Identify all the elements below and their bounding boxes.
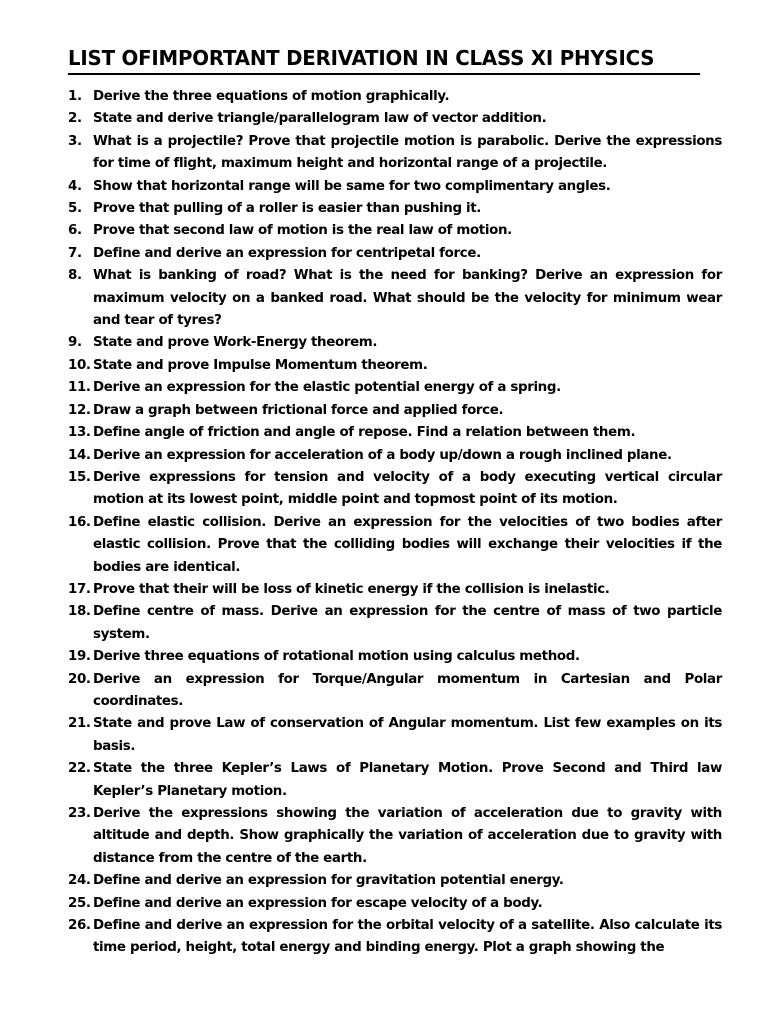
list-item-text: Derive an expression for Torque/Angular momentum in Cartesian and Polar coordinates. <box>93 671 722 709</box>
list-item-number: 21. <box>68 716 91 732</box>
page-title: LIST OFIMPORTANT DERIVATION IN CLASS XI PHYSICS <box>68 46 655 70</box>
list-item <box>68 243 722 265</box>
list-item-text: Derive an expression for acceleration of a body up/down a rough inclined plane. <box>93 447 672 463</box>
list-item-number: 6. <box>68 223 82 239</box>
list-item-number: 18. <box>68 604 91 620</box>
list-item <box>68 198 722 220</box>
list-item <box>68 601 722 646</box>
list-item-number: 8. <box>68 268 82 284</box>
list-item <box>68 332 722 354</box>
list-item <box>68 870 722 892</box>
list-item-text: Prove that second law of motion is the real law of motion. <box>93 223 512 239</box>
list-item-number: 16. <box>68 514 91 530</box>
list-item <box>68 803 722 870</box>
list-item-number: 25. <box>68 895 91 911</box>
list-item-text: Define and derive an expression for escape velocity of a body. <box>93 895 543 911</box>
list-item-text: Define and derive an expression for gravitation potential energy. <box>93 873 564 889</box>
list-item-text: Define and derive an expression for the orbital velocity of a satellite. Also calculate its time period, height, total energy and binding energy. Plot a graph showing the <box>93 918 722 956</box>
list-item-text: Define centre of mass. Derive an expression for the centre of mass of two particle system. <box>93 604 722 642</box>
list-item <box>68 467 722 512</box>
list-item <box>68 646 722 668</box>
list-item <box>68 176 722 198</box>
list-item-number: 5. <box>68 201 82 217</box>
list-item <box>68 422 722 444</box>
list-item-text: State and derive triangle/parallelogram law of vector addition. <box>93 111 547 127</box>
list-item <box>68 220 722 242</box>
list-item-text: Derive the three equations of motion graphically. <box>93 89 450 104</box>
list-item <box>68 445 722 467</box>
list-item-text: Draw a graph between frictional force and applied force. <box>93 402 504 418</box>
list-item-text: State and prove Law of conservation of Angular momentum. List few examples on its basis. <box>93 716 722 754</box>
list-item-number: 26. <box>68 918 91 934</box>
list-item <box>68 512 722 579</box>
list-item <box>68 915 722 960</box>
list-item-number: 17. <box>68 581 91 597</box>
list-item-number: 12. <box>68 402 91 418</box>
derivation-list <box>68 86 722 960</box>
list-item-number: 3. <box>68 133 82 149</box>
list-item-number: 15. <box>68 469 91 485</box>
list-item <box>68 86 722 108</box>
list-item-number: 24. <box>68 873 91 889</box>
list-item-text: Show that horizontal range will be same for two complimentary angles. <box>93 178 611 194</box>
list-item-number: 2. <box>68 111 82 127</box>
title-underline <box>68 73 700 75</box>
list-item <box>68 669 722 714</box>
list-item-text: Prove that pulling of a roller is easier than pushing it. <box>93 201 482 217</box>
list-item-number: 10. <box>68 357 91 373</box>
list-item-text: Prove that their will be loss of kinetic energy if the collision is inelastic. <box>93 581 610 597</box>
list-item-number: 19. <box>68 649 91 665</box>
list-item <box>68 713 722 758</box>
list-item <box>68 108 722 130</box>
list-item-number: 20. <box>68 671 91 687</box>
list-item-text: Define angle of friction and angle of repose. Find a relation between them. <box>93 425 636 441</box>
list-item-number: 13. <box>68 425 91 441</box>
list-item-number: 9. <box>68 335 82 351</box>
list-item <box>68 758 722 803</box>
list-item-number: 11. <box>68 380 91 396</box>
list-item-number: 22. <box>68 761 91 777</box>
list-item-text: Derive three equations of rotational motion using calculus method. <box>93 649 580 665</box>
list-item-text: What is a projectile? Prove that projectile motion is parabolic. Derive the expressions for time of flight, maximum height and horizontal range of a projectile. <box>93 133 722 172</box>
list-item-text: Derive an expression for the elastic potential energy of a spring. <box>93 380 561 396</box>
list-item <box>68 579 722 601</box>
list-item-number: 7. <box>68 245 82 261</box>
list-item <box>68 265 722 332</box>
list-item-text: Derive expressions for tension and velocity of a body executing vertical circular motion at its lowest point, middle point and topmost point of its motion. <box>93 469 722 508</box>
list-item-text: What is banking of road? What is the need for banking? Derive an expression for maximum velocity on a banked road. What should be the velocity for minimum wear and tear of tyres? <box>93 268 722 329</box>
list-item-text: Derive the expressions showing the variation of acceleration due to gravity with altitude and depth. Show graphically the variation of acceleration due to gravity with distance from the centre of the earth. <box>93 806 722 866</box>
list-item-text: State the three Kepler’s Laws of Planetary Motion. Prove Second and Third law Kepler’s Planetary motion. <box>93 761 722 799</box>
list-item-text: State and prove Work-Energy theorem. <box>93 335 378 351</box>
list-item <box>68 893 722 915</box>
list-item-text: Define elastic collision. Derive an expression for the velocities of two bodies after elastic collision. Prove that the colliding bodies will exchange their velocities if the bodies are identical. <box>93 514 722 575</box>
list-item <box>68 355 722 377</box>
list-item-number: 23. <box>68 806 91 821</box>
list-item-text: Define and derive an expression for centripetal force. <box>93 245 481 261</box>
list-item-text: State and prove Impulse Momentum theorem. <box>93 357 428 373</box>
list-item-number: 14. <box>68 447 91 463</box>
list-item <box>68 400 722 422</box>
list-item <box>68 377 722 399</box>
list-item <box>68 131 722 176</box>
list-item-number: 4. <box>68 178 82 194</box>
list-item-number: 1. <box>68 89 82 104</box>
